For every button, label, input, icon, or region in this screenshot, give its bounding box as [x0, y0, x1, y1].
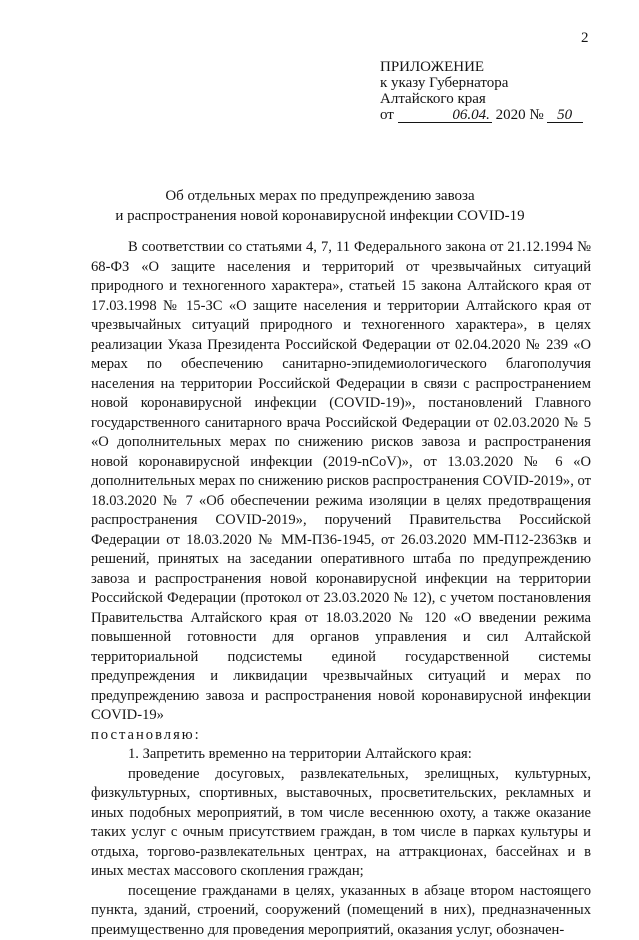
page-number: 2 — [581, 29, 589, 47]
visits-paragraph: посещение гражданами в целях, указанных в абзаце втором настоящего пункта, зданий, строений, сооружений (помещений в них), предназначенных преимущественно для проведения мероприятий, оказания услуг, обозначен- — [91, 882, 591, 940]
document-title — [60, 186, 580, 226]
appendix-decree-line: к указу Губернатора — [380, 75, 583, 91]
events-paragraph: проведение досуговых, развлекательных, зрелищных, культурных, физкультурных, спортивных, выставочных, просветительских, рекламных и иных подобных мероприятий, в том числе весеннюю охоту, а также оказание таких услуг с очным присутствием граждан, в том числе в парках культуры и отдыха, торгово-развлекательных центрах, на аттракционах, бассейнах и в иных местах массового скопления граждан; — [91, 765, 591, 882]
appendix-date-line — [380, 107, 583, 123]
appendix-region-line: Алтайского края — [380, 91, 583, 107]
item-1-heading: 1. Запретить временно на территории Алтайского края: — [91, 745, 591, 765]
appendix-block — [380, 59, 583, 123]
appendix-heading: ПРИЛОЖЕНИЕ — [380, 59, 583, 75]
decree-year: 2020 — [496, 107, 526, 123]
title-line-1: Об отдельных мерах по предупреждению завоза — [60, 186, 580, 206]
preamble-paragraph: В соответствии со статьями 4, 7, 11 Федерального закона от 21.12.1994 № 68-ФЗ «О защите населения и территорий от чрезвычайных ситуаций природного и техногенного характера», статьей 15 закона Алтайского края от 17.03.1998 № 15-ЗС «О защите населения и территории Алтайского края от чрезвычайных ситуаций природного и техногенного характера», в целях реализации Указа Президента Российской Федерации от 02.04.2020 № 239 «О мерах по обеспечению санитарно-эпидемиологического благополучия населения на территории Российской Федерации в связи с распространением новой коронавирусной инфекции (COVID-19)», постановлений Главного государственного санитарного врача Российской Федерации от 02.03.2020 № 5 «О дополнительных мерах по снижению рисков завоза и распространения новой коронавирусной инфекции (2019-nCoV)», от 13.03.2020 № 6 «О дополнительных мерах по снижению рисков распространения COVID-2019», от 18.03.2020 № 7 «Об обеспечении режима изоляции в целях предотвращения распространения COVID-2019», поручений Правительства Российской Федерации от 18.03.2020 № ММ-П36-1945, от 26.03.2020 ММ-П12-2363кв и решений, принятых на заседании оперативного штаба по предупреждению завоза и распространения новой коронавирусной инфекции на территории Российской Федерации (протокол от 23.03.2020 № 12), с учетом постановления Правительства Алтайского края от 18.03.2020 № 120 «О введении режима повышенной готовности для органов управления и сил Алтайской территориальной подсистемы единой государственной системы предупреждения и ликвидации чрезвычайных ситуаций и мерах по предупреждению завоза и распространения новой коронавирусной инфекции COVID-19» — [91, 238, 591, 726]
decree-number: 50 — [547, 108, 583, 123]
from-label: от — [380, 107, 394, 123]
decree-word-line — [91, 726, 591, 746]
decree-word: постановляю: — [91, 727, 201, 743]
number-sign: № — [529, 107, 543, 123]
title-line-2: и распространения новой коронавирусной инфекции COVID-19 — [60, 206, 580, 226]
decree-date: 06.04. — [398, 108, 492, 123]
document-body — [91, 238, 591, 940]
